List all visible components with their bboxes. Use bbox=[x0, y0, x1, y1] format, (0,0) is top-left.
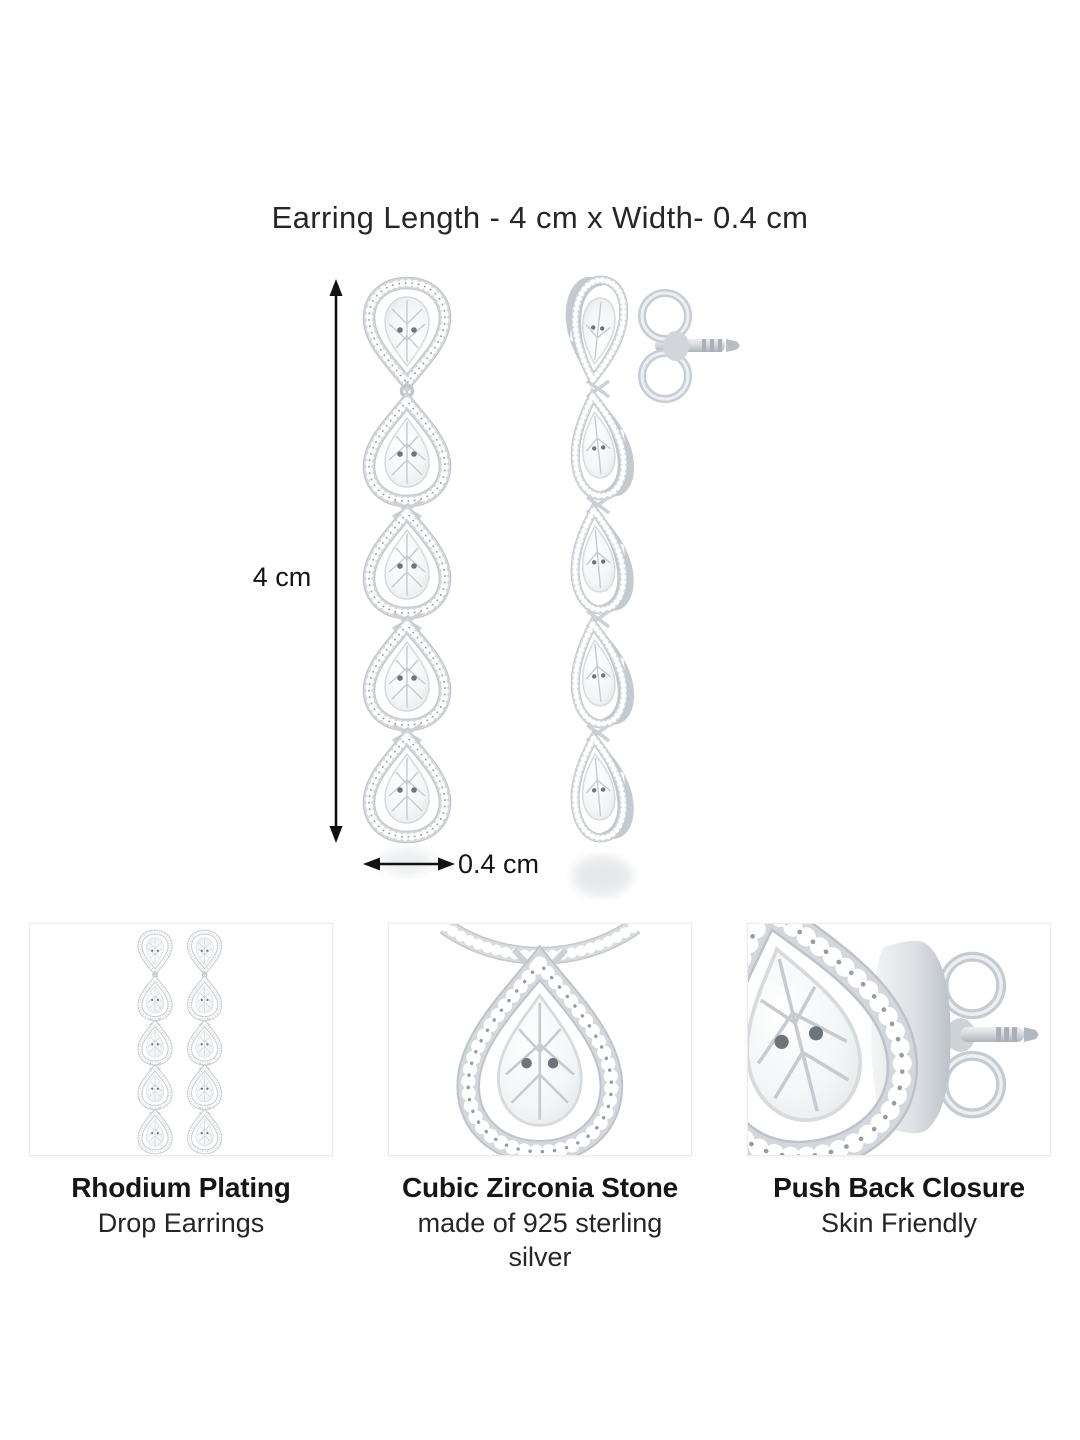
feature-subtitle: made of 925 sterling silver bbox=[417, 1208, 663, 1272]
feature-title: Rhodium Plating bbox=[71, 1172, 291, 1203]
feature-title: Cubic Zirconia Stone bbox=[401, 1172, 679, 1203]
drop-earring-side-illustration bbox=[559, 275, 740, 842]
earring-dimension-diagram bbox=[250, 270, 760, 910]
drop-earrings-pair-photo bbox=[29, 923, 333, 1156]
cubic-zirconia-stone-photo bbox=[388, 923, 692, 1156]
drop-earrings-pair-illustration bbox=[30, 924, 332, 1155]
feature-title: Push Back Closure bbox=[773, 1172, 1025, 1203]
feature-subtitle: Drop Earrings bbox=[97, 1208, 265, 1238]
length-dimension-arrow bbox=[330, 279, 343, 843]
feature-cubic-zirconia bbox=[388, 923, 692, 1274]
drop-earring-front-illustration bbox=[369, 283, 445, 837]
reflection-shadows bbox=[381, 849, 632, 896]
feature-rhodium-plating bbox=[29, 923, 333, 1240]
push-back-icon bbox=[642, 293, 740, 399]
length-dimension-label: 4 cm bbox=[252, 562, 312, 592]
push-back-closure-illustration bbox=[748, 924, 1050, 1155]
push-back-closure-photo bbox=[747, 923, 1051, 1156]
width-dimension-label: 0.4 cm bbox=[458, 849, 540, 879]
feature-subtitle: Skin Friendly bbox=[820, 1208, 978, 1238]
cubic-zirconia-stone-illustration bbox=[389, 924, 691, 1155]
feature-push-back-closure bbox=[747, 923, 1051, 1240]
page-title: Earring Length - 4 cm x Width- 0.4 cm bbox=[271, 200, 809, 235]
